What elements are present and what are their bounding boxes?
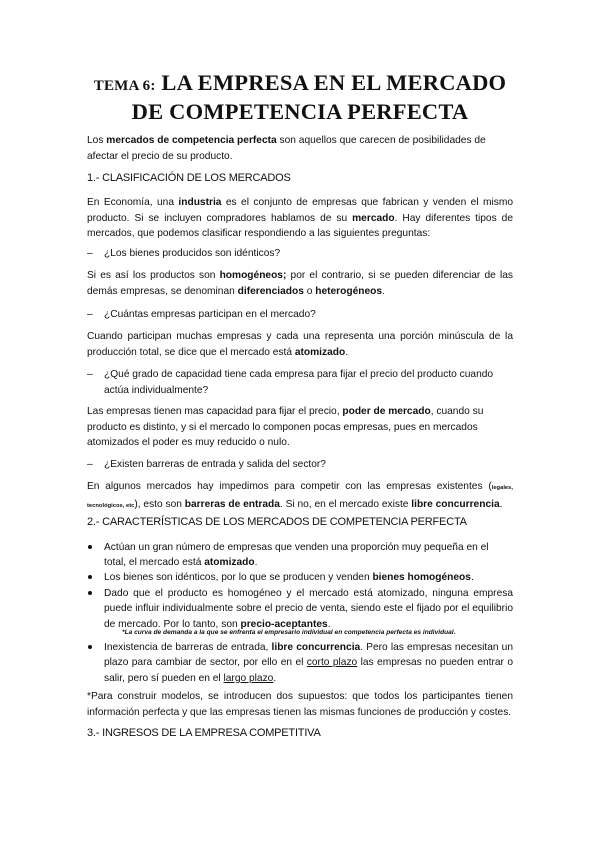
section2-heading: 2.- CARACTERÍSTICAS DE LOS MERCADOS DE COMPETENCIA PERFECTA bbox=[87, 516, 467, 528]
page-title bbox=[60, 70, 540, 125]
intro-paragraph: Los mercados de competencia perfecta son aquellos que carecen de posibilidades de afectar el precio de su producto. bbox=[87, 135, 486, 162]
answer-4: En algunos mercados hay impedimos para competir con las empresas existentes (legales, tecnológicos, etc), esto son barreras de entrada. Si no, en el mercado existe libre concurrencia. bbox=[87, 481, 513, 510]
bullet-dot-icon bbox=[88, 591, 92, 595]
answer-2: Cuando participan muchas empresas y cada una representa una porción minúscula de la producción total, se dice que el mercado está atomizado. bbox=[87, 331, 513, 358]
title-line1: LA EMPRESA EN EL MERCADO bbox=[155, 70, 507, 95]
answer-3: Las empresas tienen mas capacidad para fijar el precio, poder de mercado, cuando su producto es distinto, y si el mercado lo componen pocas empresas, pues en mercados atomizados el poder es muy reducido o nulo. bbox=[87, 406, 484, 449]
demand-curve-note: *La curva de demanda a la que se enfrenta el empresario individual en competencia perfecta es individual. bbox=[122, 629, 456, 636]
bullet-dot-icon bbox=[88, 645, 92, 649]
title-prefix: TEMA 6: bbox=[93, 78, 156, 94]
section1-paragraph: En Economía, una industria es el conjunto de empresas que fabrican y venden el mismo producto. Si se incluyen compradores hablamos de su mercado. Hay diferentes tipos de mercados, que podemos clasificar respondiendo a las siguientes preguntas: bbox=[87, 197, 513, 240]
footnote-paragraph: *Para construir modelos, se introducen dos supuestos: que todos los participantes tienen información perfecta y que las empresas tienen las mismas funciones de producción y costes. bbox=[87, 691, 513, 718]
bullet-dot-icon bbox=[88, 575, 92, 579]
section3-heading: 3.- INGRESOS DE LA EMPRESA COMPETITIVA bbox=[87, 727, 321, 739]
bullet-dot-icon bbox=[88, 545, 92, 549]
answer-1: Si es así los productos son homogéneos; por el contrario, si se pueden diferenciar de las demás empresas, se denominan diferenciados o heterogéneos. bbox=[87, 270, 513, 297]
document-page: TEMA 6: LA EMPRESA EN EL MERCADO DE COMPETENCIA PERFECTA Los mercados de competencia perfecta son aquellos que carecen de posibilidades de afectar el precio de su producto. 1.- CLASIFICACIÓN DE LOS MERCADOS En Economía, una industria es el conjunto de empresas que fabrican y venden el mismo producto. Si se incluyen compradores hablamos de su mercado. Hay diferentes tipos de mercados, que podemos clasificar respondiendo a las siguientes preguntas: – ¿Los bienes producidos son idénticos? Si es así los productos son homogéneos; por el contrario, si se pueden diferenciar de las demás empresas, se denominan diferenciados o heterogéneos. – ¿Cuántas empresas participan en el mercado? Cuando participan muchas empresas y cada una representa una porción minúscula de la producción total, se dice que el mercado está atomizado. – ¿Qué grado de capacidad tiene cada empresa para fijar el precio del producto cuando actúa individualmente? Las empresas tienen mas capacidad para fijar el precio, poder de mercado, cuando su producto es distinto, y si el mercado lo componen pocas empresas, pues en mercados atomizados el poder es muy reducido o nulo. – ¿Existen barreras de entrada y salida del sector? En algunos mercados hay impedimos para competir con las empresas existentes (legales, tecnológicos, etc), esto son barreras de entrada. Si no, en el mercado existe libre concurrencia. 2.- CARACTERÍSTICAS DE LOS MERCADOS DE COMPETENCIA PERFECTA Actúan un gran número de empresas que venden una proporción muy pequeña en el total, el mercado está atomizado. Los bienes son idénticos, por lo que se producen y venden bienes homogéneos. Dado que el producto es homogéneo y el mercado está atomizado, ninguna empresa puede influir individualmente sobre el precio de venta, siendo este el fijado por el equilibrio de mercado. Por lo tanto, son precio-aceptantes. *La curva de demanda a la que se enfrenta el empresario individual en competencia perfecta es individual. Inexistencia de barreras de entrada, libre concurrencia. Pero las empresas necesitan un plazo para cambiar de sector, por ello en el corto plazo las empresas no pueden entrar o salir, pero sí pueden en el largo plazo. *Para construir modelos, se introducen dos supuestos: que todos los participantes tienen información perfecta y que las empresas tienen las mismas funciones de producción y costes. 3.- INGRESOS DE LA EMPRESA COMPETITIVA bbox=[0, 0, 599, 848]
section1-heading: 1.- CLASIFICACIÓN DE LOS MERCADOS bbox=[87, 172, 291, 184]
title-line2: DE COMPETENCIA PERFECTA bbox=[131, 99, 469, 124]
